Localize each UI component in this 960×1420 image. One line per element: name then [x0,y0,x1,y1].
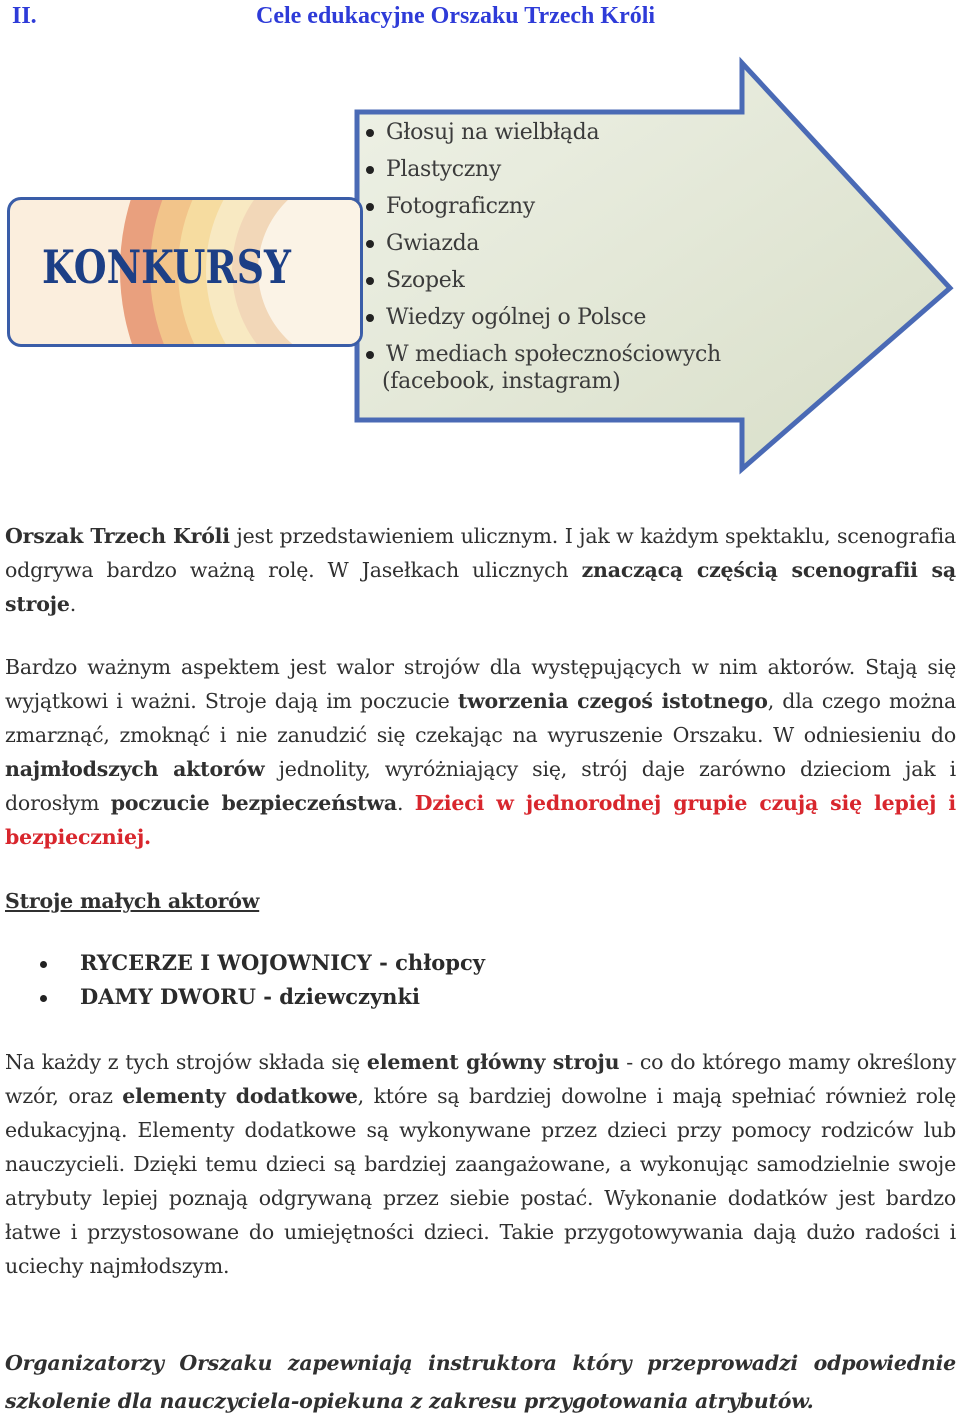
bullet-icon [40,961,47,968]
section-number: II. [12,3,37,29]
bullet-icon [366,240,374,248]
bullet-icon [366,166,374,174]
bullet-icon [366,314,374,322]
section-title: Cele edukacyjne Orszaku Trzech Króli [256,3,656,29]
paragraph-3: Na każdy z tych strojów składa się element główny stroju - co do którego mamy określony wzór, oraz elementy dodatkowe, które są bardziej dowolne i mają spełniać również rolę edukacyjną. Elementy dodatkowe są wykonywane przez dzieci przy pomocy rodziców lub nauczycieli. Dzięki temu dzieci są bardziej zaangażowane, a wykonując samodzielnie swoje atrybuty lepiej poznają odgrywaną przez siebie postać. Wykonanie dodatków jest bardzo łatwe i przystosowane do umiejętności dzieci. Takie przygotowywania dają dużo radości i uciechy najmłodszym. [5,1050,956,1278]
highlight-red: Dzieci w jednorodnej grupie czują się lepiej i bezpieczniej. [5,791,956,849]
bullet-icon [366,129,374,137]
bullet-icon [366,203,374,211]
list-item: Wiedzy ogólnej o Polsce [360,299,721,336]
section-heading [0,0,960,36]
list-item: Fotograficzny [360,188,721,225]
paragraph-1: Orszak Trzech Króli jest przedstawieniem ulicznym. I jak w każdym spektaklu, scenografia odgrywa bardzo ważną rolę. W Jasełkach ulicznych znaczącą częścią scenografii są stroje. [5,524,956,616]
konkursy-title: KONKURSY [42,240,291,294]
list-item: Plastyczny [360,151,721,188]
subheading: Stroje małych aktorów [5,889,260,913]
bullet-icon [366,277,374,285]
konkursy-box [7,197,363,347]
list-item: RYCERZE I WOJOWNICY - chłopcy [0,946,485,980]
paragraph-2: Bardzo ważnym aspektem jest walor strojów dla występujących w nim aktorów. Stają się wyjątkowi i ważni. Stroje dają im poczucie tworzenia czegoś istotnego, dla czego można zmarznąć, zmoknąć i nie zanudzić się czekając na wyruszenie Orszaku. W odniesieniu do najmłodszych aktorów jednolity, wyróżniający się, strój daje zarówno dzieciom jak i dorosłym poczucie bezpieczeństwa. Dzieci w jednorodnej grupie czują się lepiej i bezpieczniej. [5,655,956,849]
list-item: Gwiazda [360,225,721,262]
contest-list [360,114,721,397]
list-item: Szopek [360,262,721,299]
list-item-continuation: (facebook, instagram) [382,369,621,394]
bullet-icon [366,351,374,359]
list-item: Głosuj na wielbłąda [360,114,721,151]
list-item: W mediach społecznościowych [360,336,721,373]
list-item: DAMY DWORU - dziewczynki [0,980,485,1014]
costume-list [0,946,485,1014]
bullet-icon [40,995,47,1002]
paragraph-4: Organizatorzy Orszaku zapewniają instruktora który przeprowadzi odpowiednie szkolenie dla nauczyciela-opiekuna z zakresu przygotowania atrybutów. [5,1351,956,1413]
